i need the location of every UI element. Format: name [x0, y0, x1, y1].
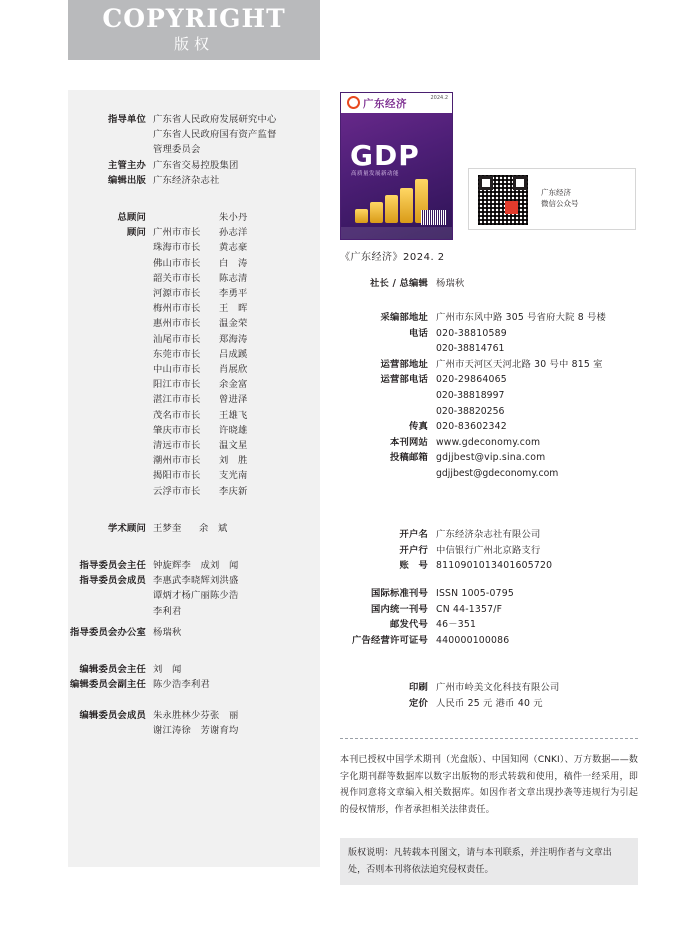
- divider: [340, 738, 638, 739]
- advisor-name: 郑海涛: [219, 333, 248, 345]
- editorial-name: 李利君: [181, 679, 210, 691]
- code-row-ad-license: [340, 633, 640, 649]
- advisor-entry: [153, 225, 320, 240]
- cover-barcode: [421, 210, 447, 225]
- contact-row-email: [340, 450, 640, 466]
- committee-row-member: [68, 604, 320, 619]
- editorial-label: 编辑委员会主任: [79, 664, 146, 676]
- bank-value: 广东经济杂志社有限公司: [436, 529, 541, 540]
- committee-row-member: [68, 588, 320, 603]
- print-value: 广州市岭美文化科技有限公司: [436, 682, 560, 693]
- advisor-row: [68, 438, 320, 453]
- advisor-row: [68, 316, 320, 331]
- publisher-block: [340, 276, 640, 292]
- advisor-label: 顾问: [127, 227, 146, 239]
- qr-caption-line2: 微信公众号: [541, 199, 579, 208]
- advisor-name: 李庆新: [219, 485, 248, 497]
- advisor-name: 吕成蹊: [219, 348, 248, 360]
- advisor-name: 支光南: [219, 470, 248, 482]
- price-value: 人民币 25 元 港币 40 元: [436, 697, 543, 709]
- contact-label: 本刊网站: [390, 436, 428, 448]
- committee-name: 钟旋辉: [153, 560, 182, 572]
- committee-name: 刘洪盛: [210, 575, 239, 587]
- org-row-guidance-2: [68, 127, 320, 142]
- editorial-row-member: [68, 723, 320, 738]
- chief-advisor-row: [68, 210, 320, 225]
- advisor-name: 孙志洋: [219, 227, 248, 239]
- contact-row-fax: [340, 419, 640, 435]
- bank-value: 8110901013401605720: [436, 560, 553, 572]
- editorial-name: 徐 芳: [181, 724, 210, 736]
- committee-names: [153, 573, 320, 588]
- advisor-post: 云浮市市长: [153, 485, 201, 497]
- advisor-post: 揭阳市市长: [153, 470, 201, 482]
- advisor-row: [68, 377, 320, 392]
- advisor-row: [68, 484, 320, 499]
- print-label: 印刷: [409, 682, 428, 693]
- contact-label: 投稿邮箱: [390, 452, 428, 464]
- contact-block: [340, 310, 640, 482]
- committee-label: 指导委员会成员: [79, 575, 146, 587]
- advisor-row: [68, 453, 320, 468]
- editorial-name: 谢育均: [210, 724, 239, 736]
- contact-value: 广州市东风中路 305 号省府大院 8 号楼: [436, 312, 607, 323]
- committee-name: 陈少浩: [210, 590, 239, 602]
- code-row-postal: [340, 617, 640, 633]
- contact-label: 采编部地址: [380, 312, 428, 323]
- codes-block: [340, 586, 640, 648]
- advisor-name: 曾进泽: [219, 394, 248, 406]
- advisor-row: [68, 286, 320, 301]
- committee-row-member: [68, 573, 320, 588]
- editorial-label: 编辑委员会副主任: [70, 679, 146, 691]
- advisor-entry: [153, 347, 320, 362]
- magazine-title-line: 《广东经济》2024. 2: [340, 252, 445, 263]
- publisher-name: 杨瑞秋: [436, 278, 465, 289]
- advisor-post: 梅州市市长: [153, 303, 201, 315]
- advisor-entry: [153, 392, 320, 407]
- org-value: 广东省人民政府发展研究中心: [153, 114, 277, 125]
- editorial-row-member: [68, 708, 320, 723]
- committee-row-director: [68, 558, 320, 573]
- magazine-cover-image: [340, 92, 453, 240]
- code-label: 广告经营许可证号: [352, 634, 428, 646]
- org-label: 指导单位: [108, 114, 146, 125]
- contact-value: 020-83602342: [436, 421, 507, 433]
- chief-advisor-label: 总顾问: [117, 212, 146, 224]
- bank-value: 中信银行广州北京路支行: [436, 544, 541, 556]
- code-label: 国际标准刊号: [371, 588, 428, 599]
- advisor-entry: [153, 286, 320, 301]
- org-row-publisher: [68, 173, 320, 188]
- website-link[interactable]: www.gdeconomy.com: [436, 436, 541, 448]
- advisor-name: 温文星: [219, 440, 248, 452]
- advisor-row: [68, 408, 320, 423]
- editorial-name: 陈少浩: [153, 679, 182, 691]
- advisor-entry: [153, 468, 320, 483]
- advisor-name: 黄志豪: [219, 242, 248, 254]
- masthead-title-en: COPYRIGHT: [102, 4, 286, 33]
- org-value: 广东省交易控股集团: [153, 159, 239, 171]
- org-row-guidance-3: [68, 142, 320, 157]
- committee-name: 李晓辉: [181, 575, 210, 587]
- advisor-name: 许晓雄: [219, 424, 248, 436]
- contact-row-ops-address: [340, 357, 640, 373]
- advisor-entry: [153, 332, 320, 347]
- qr-code-icon: [478, 175, 528, 225]
- bank-row-account-name: [340, 527, 640, 543]
- academic-advisor-names: [153, 521, 320, 536]
- committee-name: 刘 闻: [210, 560, 239, 572]
- code-row-issn: [340, 586, 640, 602]
- copyright-notice-box: 版权说明：凡转载本刊图文，请与本刊联系，并注明作者与文章出处，否则本刊将依法追究侵权责任。: [340, 838, 638, 885]
- publisher-label: 社长 / 总编辑: [370, 278, 428, 289]
- advisor-row: [68, 468, 320, 483]
- advisor-entry: [153, 377, 320, 392]
- committee-name: 李惠武: [153, 575, 182, 587]
- advisor-post: 东莞市市长: [153, 348, 201, 360]
- advisor-row: [68, 347, 320, 362]
- advisor-row: [68, 256, 320, 271]
- advisor-row: [68, 271, 320, 286]
- cover-logo-icon: [347, 96, 360, 109]
- code-value: 440000100086: [436, 634, 510, 646]
- cover-logo-title: 广东经济: [363, 98, 407, 110]
- print-block: [340, 680, 640, 711]
- editorial-name: 林少芬: [181, 709, 210, 721]
- code-value: ISSN 1005-0795: [436, 588, 514, 599]
- code-label: 邮发代号: [390, 619, 428, 631]
- editorial-row-director: [68, 662, 320, 677]
- advisor-row: [68, 392, 320, 407]
- advisor-entry: [153, 438, 320, 453]
- editorial-names: [153, 723, 320, 738]
- committee-names: [153, 604, 320, 619]
- academic-advisor-name: 余 斌: [199, 522, 228, 534]
- advisor-name: 白 涛: [219, 257, 248, 269]
- advisor-row: [68, 301, 320, 316]
- code-label: 国内统一刊号: [371, 603, 428, 615]
- advisor-name: 刘 胜: [219, 455, 248, 467]
- masthead: [68, 0, 320, 60]
- advisor-post: 中山市市长: [153, 364, 201, 376]
- contact-value: 020-29864065: [436, 374, 507, 386]
- advisor-entry: [153, 453, 320, 468]
- bank-block: [340, 527, 640, 574]
- contact-label: 运营部电话: [380, 374, 428, 386]
- contact-value: 020-38820256: [436, 405, 505, 417]
- advisor-name: 余金富: [219, 379, 248, 391]
- committee-name: 杨广丽: [181, 590, 210, 602]
- print-row-price: [340, 696, 640, 712]
- email-link[interactable]: gdjjbest@gdeconomy.com: [436, 467, 559, 479]
- editorial-row-deputy: [68, 677, 320, 692]
- left-panel-content: [68, 112, 320, 738]
- price-label: 定价: [409, 697, 428, 709]
- contact-label: 传真: [409, 421, 428, 433]
- bank-row-account-number: [340, 558, 640, 574]
- contact-value: 020-38810589: [436, 327, 507, 339]
- cover-gdp-text: GDP: [350, 139, 420, 172]
- academic-advisor-name: 王梦奎: [153, 522, 182, 534]
- advisor-post: 汕尾市市长: [153, 333, 201, 345]
- org-value: 广东省人民政府国有资产监督: [153, 129, 277, 141]
- advisor-post: 湛江市市长: [153, 394, 201, 406]
- bank-label: 开户行: [399, 544, 428, 556]
- editorial-name: 张 丽: [210, 709, 239, 721]
- contact-value: 广州市天河区天河北路 30 号中 815 室: [436, 358, 603, 370]
- advisor-post: 阳江市市长: [153, 379, 201, 391]
- advisor-post: 清远市市长: [153, 440, 201, 452]
- advisor-entry: [153, 316, 320, 331]
- committee-name: 谭炳才: [153, 590, 182, 602]
- advisor-entry: [153, 271, 320, 286]
- advisor-name: 温金荣: [219, 318, 248, 330]
- advisor-entry: [153, 301, 320, 316]
- contact-value: 020-38814761: [436, 343, 505, 355]
- committee-label: 指导委员会主任: [79, 560, 146, 572]
- advisor-name: 王雄飞: [219, 409, 248, 421]
- chief-advisor-name: 朱小丹: [219, 212, 248, 224]
- qr-center-mark: [505, 201, 518, 214]
- editorial-name: 谢江涛: [153, 724, 182, 736]
- advisor-entry: [153, 484, 320, 499]
- editorial-name: 朱永胜: [153, 709, 182, 721]
- advisor-name: 肖展欣: [219, 364, 248, 376]
- print-row-printer: [340, 680, 640, 696]
- advisor-post: 惠州市市长: [153, 318, 201, 330]
- committee-names: [153, 558, 320, 573]
- advisor-post: 韶关市市长: [153, 272, 201, 284]
- email-link[interactable]: gdjjbest@vip.sina.com: [436, 452, 546, 464]
- committee-office-name: 杨瑞秋: [153, 626, 182, 638]
- academic-advisor-row: [68, 521, 320, 536]
- editorial-names: [153, 677, 320, 692]
- advisor-post: 肇庆市市长: [153, 424, 201, 436]
- advisor-row: [68, 362, 320, 377]
- advisor-entry: [153, 423, 320, 438]
- advisor-post: 广州市市长: [153, 227, 201, 239]
- advisor-post: 珠海市市长: [153, 242, 201, 254]
- editorial-names: [153, 708, 320, 723]
- editorial-names: [153, 662, 320, 677]
- advisor-entry: [153, 256, 320, 271]
- bank-row-branch: [340, 543, 640, 559]
- contact-label: 运营部地址: [380, 358, 428, 370]
- advisor-name: 陈志清: [219, 272, 248, 284]
- wechat-qr-box: [468, 168, 636, 230]
- advisor-row: [68, 332, 320, 347]
- advisor-row: [68, 240, 320, 255]
- publisher-row: [340, 276, 640, 292]
- contact-row-address: [340, 310, 640, 326]
- advisor-name: 王 晖: [219, 303, 248, 315]
- bank-label: 账 号: [399, 560, 428, 572]
- org-row-guidance: [68, 112, 320, 127]
- advisor-entry: [153, 408, 320, 423]
- advisor-post: 潮州市市长: [153, 455, 201, 467]
- advisor-post: 河源市市长: [153, 288, 201, 300]
- qr-caption: [541, 187, 579, 209]
- masthead-title-cn: 版权: [173, 35, 214, 53]
- copyright-paragraph: 本刊已授权中国学术期刊（光盘版）、中国知网（CNKI）、万方数据——数字化期刊群等数据库以数字出版物的形式转载和使用，稿件一经采用，即视作同意将文章编入相关数据库。如因作者文章出现抄袭等违规行为引起的侵权情形，作者承担相关法律责任。: [340, 755, 638, 815]
- qr-caption-line1: 广东经济: [541, 188, 571, 197]
- cover-footer-bar: [341, 227, 452, 239]
- advisor-post: 佛山市市长: [153, 257, 201, 269]
- advisor-entry: [153, 240, 320, 255]
- cover-subtitle: 高质量发展新动能: [351, 171, 400, 177]
- advisor-row: [68, 225, 320, 240]
- code-value: CN 44-1357/F: [436, 603, 503, 615]
- advisor-entry: [153, 362, 320, 377]
- committee-name: 李 成: [181, 560, 210, 572]
- code-value: 46－351: [436, 619, 477, 631]
- advisor-row: [68, 423, 320, 438]
- editorial-label: 编辑委员会成员: [79, 709, 146, 721]
- org-label: 编辑出版: [108, 174, 146, 186]
- org-value: 广东经济杂志社: [153, 174, 220, 186]
- contact-label: 电话: [409, 327, 428, 339]
- cover-issue-number: 2024.2: [430, 95, 448, 101]
- code-row-cn: [340, 602, 640, 618]
- committee-names: [153, 588, 320, 603]
- committee-row-office: [68, 625, 320, 640]
- bank-label: 开户名: [399, 529, 428, 540]
- contact-value: 020-38818997: [436, 389, 505, 401]
- advisor-name: 李勇平: [219, 288, 248, 300]
- contact-row-phone: [340, 326, 640, 342]
- academic-advisor-label: 学术顾问: [108, 522, 146, 534]
- contact-row-ops-phone: [340, 372, 640, 388]
- advisor-post: 茂名市市长: [153, 409, 201, 421]
- org-row-supervisor: [68, 158, 320, 173]
- contact-row-website: [340, 435, 640, 451]
- org-value: 管理委员会: [153, 144, 201, 156]
- editorial-name: 刘 闻: [153, 664, 182, 676]
- org-label: 主管主办: [108, 159, 146, 171]
- committee-office-label: 指导委员会办公室: [70, 626, 146, 638]
- committee-name: 李利君: [153, 605, 182, 617]
